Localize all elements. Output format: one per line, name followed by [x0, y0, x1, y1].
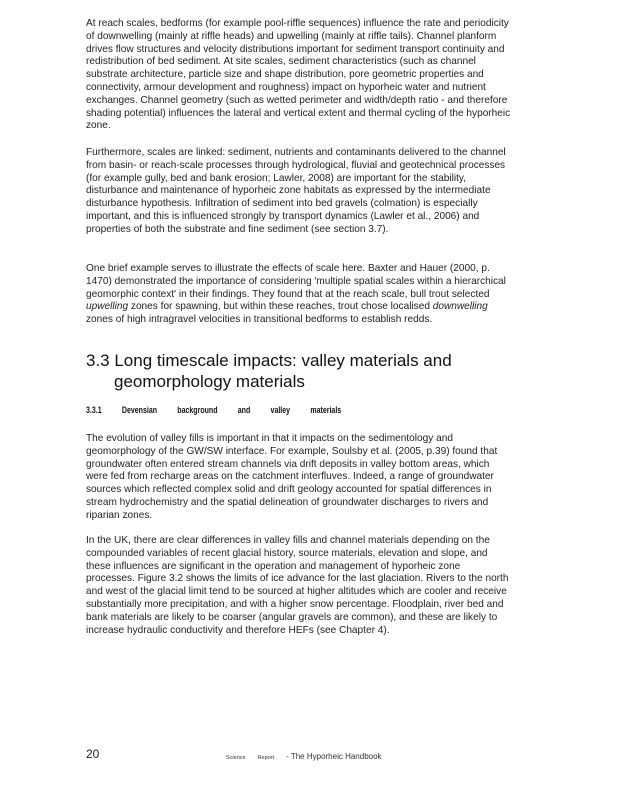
subsection-heading-3-3-1: [86, 405, 361, 415]
subheading-word-5: materials: [310, 405, 342, 415]
emphasis-upwelling: upwelling: [86, 301, 129, 313]
subheading-word-3: and: [237, 405, 251, 415]
para3-part1: One brief example serves to illustrate the effects of scale here. Baxter and Hauer (2000, p. 1470) demonstrated the importance of considering 'multiple spatial scales within a hierarchical geomorphic context' in their findings. They found that at the reach scale, bull trout selected: [86, 263, 506, 300]
heading-line-1: 3.3 Long timescale impacts: valley materials and: [86, 351, 452, 370]
subheading-word-1: Devensian: [121, 405, 158, 415]
footer-word-science: Science: [226, 755, 246, 761]
footer-word-report: Report: [257, 755, 275, 761]
subheading-word-2: background: [177, 405, 218, 415]
paragraph-reach-scales: At reach scales, bedforms (for example pool-riffle sequences) influence the rate and periodicity of downwelling (mainly at riffle heads) and upwelling (mainly at riffle tails). Channel planform drives flow structures and velocity distributions important for sediment transport continuity and redistribution of bed sediment. At site scales, sediment characteristics (such as channel substrate architecture, particle size and shape distribution, pore geometric properties and connectivity, armour development and roughness) impact on hyporheic water and nutrient exchanges. Channel geometry (such as wetted perimeter and width/depth ratio - and therefore shading potential) influences the lateral and vertical extent and thermal cycling of the hyporheic zone.: [86, 18, 511, 132]
emphasis-downwelling: downwelling: [432, 301, 488, 313]
paragraph-valley-fills: The evolution of valley fills is important in that it impacts on the sedimentology and geomorphology of the GW/SW interface. For example, Soulsby et al. (2005, p.39) found that groundwater often entered stream channels via drift deposits in valley bottom areas, which were fed from recharge areas on the catchment interfluves. Indeed, a range of groundwater sources which reflected complex solid and drift geology accounted for spatial differences in stream hydrochemistry and the spatial delineation of groundwater discharges to rivers and riparian zones.: [86, 433, 498, 521]
heading-line-2: geomorphology materials: [114, 372, 305, 391]
para3-part2: zones for spawning, but within these reaches, trout chose localised: [128, 301, 433, 313]
page-number: 20: [86, 747, 100, 761]
subheading-word-4: valley: [270, 405, 291, 415]
paragraph-uk-differences: In the UK, there are clear differences in valley fills and channel materials depending on the compounded variables of recent glacial history, source materials, elevation and slope, and these influences are significant in the operation and management of hyporheic zone processes. Figure 3.2 shows the limits of ice advance for the last glaciation. Rivers to the north and west of the glacial limit tend to be sourced at higher altitudes which are cooler and receive substantially more precipitation, and with a higher snow percentage. Floodplain, river bed and bank materials are likely to be coarser (angular gravels are common), and these are likely to increase hydraulic conductivity and therefore HEFs (see Chapter 4).: [86, 535, 509, 636]
paragraph-brief-example: [86, 263, 511, 327]
paragraph-scales-linked: Furthermore, scales are linked: sediment, nutrients and contaminants delivered to the channel from basin- or reach-scale processes through hydrological, fluvial and geotechnical processes (for example gully, bed and bank erosion; Lawler, 2008) are important for the stability, disturbance and maintenance of hyporheic zone habitats as expressed by the intermediate disturbance hypothesis. Infiltration of sediment into bed gravels (colmation) is especially important, and this is influenced strongly by transport dynamics (Lawler et al., 2006) and properties of both the substrate and fine sediment (see section 3.7).: [86, 147, 506, 235]
para3-part3: zones of high intragravel velocities in transitional bedforms to establish redds.: [86, 314, 433, 326]
section-heading-3-3: [86, 350, 526, 392]
running-footer: [226, 752, 382, 761]
footer-title: - The Hyporheic Handbook: [286, 752, 382, 761]
subheading-number: 3.3.1: [86, 405, 102, 415]
